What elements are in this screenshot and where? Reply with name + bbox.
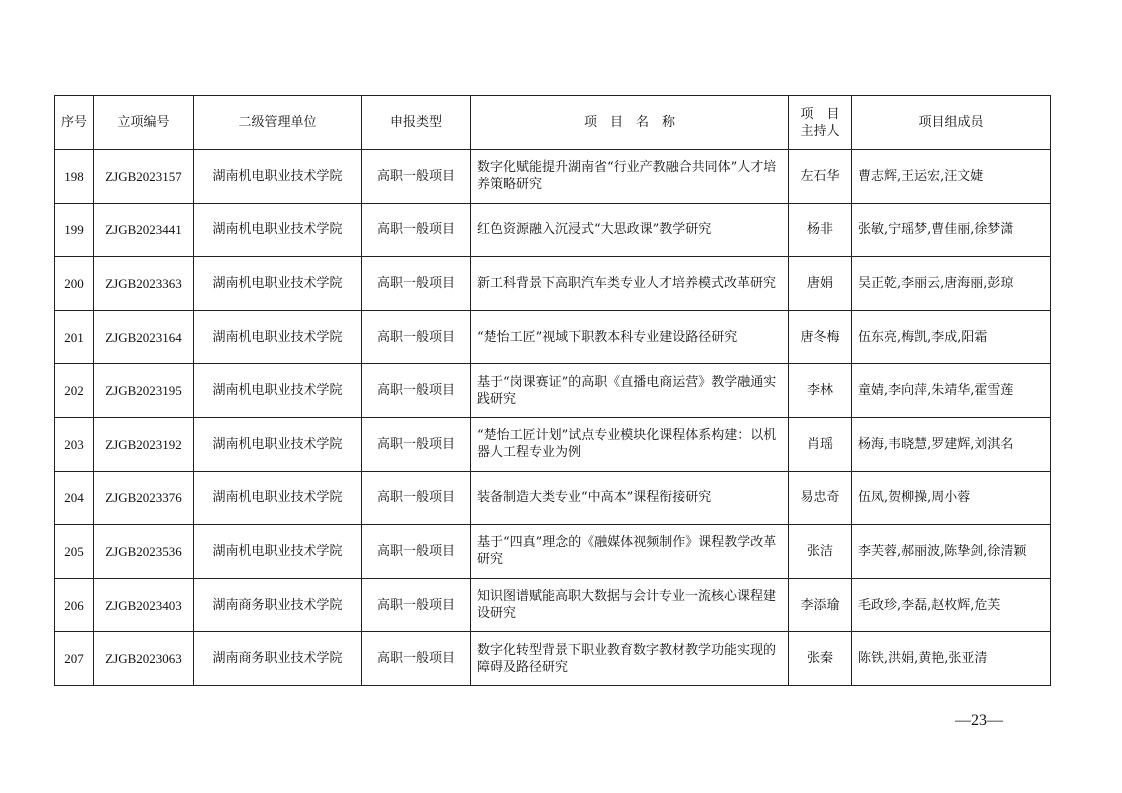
cell-unit: 湖南机电职业技术学院 — [194, 525, 362, 579]
cell-seq: 201 — [55, 310, 94, 364]
cell-unit: 湖南机电职业技术学院 — [194, 471, 362, 525]
cell-type: 高职一般项目 — [362, 364, 471, 418]
cell-members: 李芙蓉,郝丽波,陈挚剑,徐清颖 — [852, 525, 1051, 579]
cell-project-name: 基于“四真”理念的《融媒体视频制作》课程教学改革研究 — [471, 525, 789, 579]
cell-code: ZJGB2023403 — [94, 578, 194, 632]
cell-unit: 湖南机电职业技术学院 — [194, 364, 362, 418]
header-name: 项 目 名 称 — [471, 96, 789, 150]
cell-project-name: 基于“岗课赛证”的高职《直播电商运营》教学融通实践研究 — [471, 364, 789, 418]
cell-project-name: 装备制造大类专业“中高本”课程衔接研究 — [471, 471, 789, 525]
cell-code: ZJGB2023441 — [94, 203, 194, 257]
cell-code: ZJGB2023063 — [94, 632, 194, 686]
cell-seq: 205 — [55, 525, 94, 579]
header-type: 申报类型 — [362, 96, 471, 150]
project-table — [54, 95, 1051, 686]
cell-members: 陈铁,洪娟,黄艳,张亚清 — [852, 632, 1051, 686]
cell-host: 左石华 — [789, 150, 852, 204]
header-row — [55, 96, 1051, 150]
cell-code: ZJGB2023536 — [94, 525, 194, 579]
header-unit: 二级管理单位 — [194, 96, 362, 150]
cell-seq: 207 — [55, 632, 94, 686]
cell-project-name: “楚怡工匠”视域下职教本科专业建设路径研究 — [471, 310, 789, 364]
cell-type: 高职一般项目 — [362, 417, 471, 471]
cell-host: 张秦 — [789, 632, 852, 686]
cell-unit: 湖南机电职业技术学院 — [194, 150, 362, 204]
cell-code: ZJGB2023157 — [94, 150, 194, 204]
cell-type: 高职一般项目 — [362, 203, 471, 257]
cell-host: 李添瑜 — [789, 578, 852, 632]
cell-unit: 湖南机电职业技术学院 — [194, 310, 362, 364]
table-row — [55, 310, 1051, 364]
cell-host: 张洁 — [789, 525, 852, 579]
cell-members: 伍东亮,梅凯,李成,阳霜 — [852, 310, 1051, 364]
table-row — [55, 417, 1051, 471]
cell-code: ZJGB2023363 — [94, 257, 194, 311]
cell-type: 高职一般项目 — [362, 257, 471, 311]
cell-members: 伍凤,贺柳操,周小蓉 — [852, 471, 1051, 525]
cell-host: 肖瑶 — [789, 417, 852, 471]
cell-project-name: 知识图谱赋能高职大数据与会计专业一流核心课程建设研究 — [471, 578, 789, 632]
header-members: 项目组成员 — [852, 96, 1051, 150]
cell-unit: 湖南机电职业技术学院 — [194, 257, 362, 311]
cell-members: 毛政珍,李磊,赵枚辉,危芙 — [852, 578, 1051, 632]
cell-members: 杨海,韦晓慧,罗建辉,刘淇名 — [852, 417, 1051, 471]
cell-unit: 湖南机电职业技术学院 — [194, 417, 362, 471]
page-number: —23— — [955, 712, 1003, 729]
cell-type: 高职一般项目 — [362, 578, 471, 632]
header-code: 立项编号 — [94, 96, 194, 150]
cell-seq: 202 — [55, 364, 94, 418]
cell-members: 童婧,李向萍,朱靖华,霍雪莲 — [852, 364, 1051, 418]
header-seq: 序号 — [55, 96, 94, 150]
cell-unit: 湖南商务职业技术学院 — [194, 578, 362, 632]
cell-seq: 206 — [55, 578, 94, 632]
cell-code: ZJGB2023164 — [94, 310, 194, 364]
cell-host: 杨非 — [789, 203, 852, 257]
cell-members: 吴正乾,李丽云,唐海丽,彭琼 — [852, 257, 1051, 311]
table-row — [55, 364, 1051, 418]
cell-project-name: 新工科背景下高职汽车类专业人才培养模式改革研究 — [471, 257, 789, 311]
cell-code: ZJGB2023195 — [94, 364, 194, 418]
table-row — [55, 150, 1051, 204]
cell-code: ZJGB2023192 — [94, 417, 194, 471]
cell-seq: 204 — [55, 471, 94, 525]
cell-type: 高职一般项目 — [362, 471, 471, 525]
cell-seq: 198 — [55, 150, 94, 204]
table-row — [55, 525, 1051, 579]
cell-host: 李林 — [789, 364, 852, 418]
table-row — [55, 203, 1051, 257]
cell-type: 高职一般项目 — [362, 150, 471, 204]
cell-host: 唐娟 — [789, 257, 852, 311]
cell-type: 高职一般项目 — [362, 632, 471, 686]
cell-code: ZJGB2023376 — [94, 471, 194, 525]
header-host: 项 目主持人 — [789, 96, 852, 150]
table-row — [55, 471, 1051, 525]
cell-project-name: “楚怡工匠计划”试点专业模块化课程体系构建：以机器人工程专业为例 — [471, 417, 789, 471]
cell-host: 易忠奇 — [789, 471, 852, 525]
cell-seq: 203 — [55, 417, 94, 471]
cell-host: 唐冬梅 — [789, 310, 852, 364]
cell-members: 曹志辉,王运宏,汪文婕 — [852, 150, 1051, 204]
cell-seq: 199 — [55, 203, 94, 257]
cell-type: 高职一般项目 — [362, 525, 471, 579]
cell-unit: 湖南机电职业技术学院 — [194, 203, 362, 257]
table-row — [55, 257, 1051, 311]
cell-project-name: 红色资源融入沉浸式“大思政课”教学研究 — [471, 203, 789, 257]
cell-seq: 200 — [55, 257, 94, 311]
table-row — [55, 578, 1051, 632]
cell-unit: 湖南商务职业技术学院 — [194, 632, 362, 686]
cell-members: 张敏,宁瑶梦,曹佳丽,徐梦潇 — [852, 203, 1051, 257]
cell-type: 高职一般项目 — [362, 310, 471, 364]
table-row — [55, 632, 1051, 686]
cell-project-name: 数字化赋能提升湖南省“行业产教融合共同体”人才培养策略研究 — [471, 150, 789, 204]
cell-project-name: 数字化转型背景下职业教育数字教材教学功能实现的障碍及路径研究 — [471, 632, 789, 686]
